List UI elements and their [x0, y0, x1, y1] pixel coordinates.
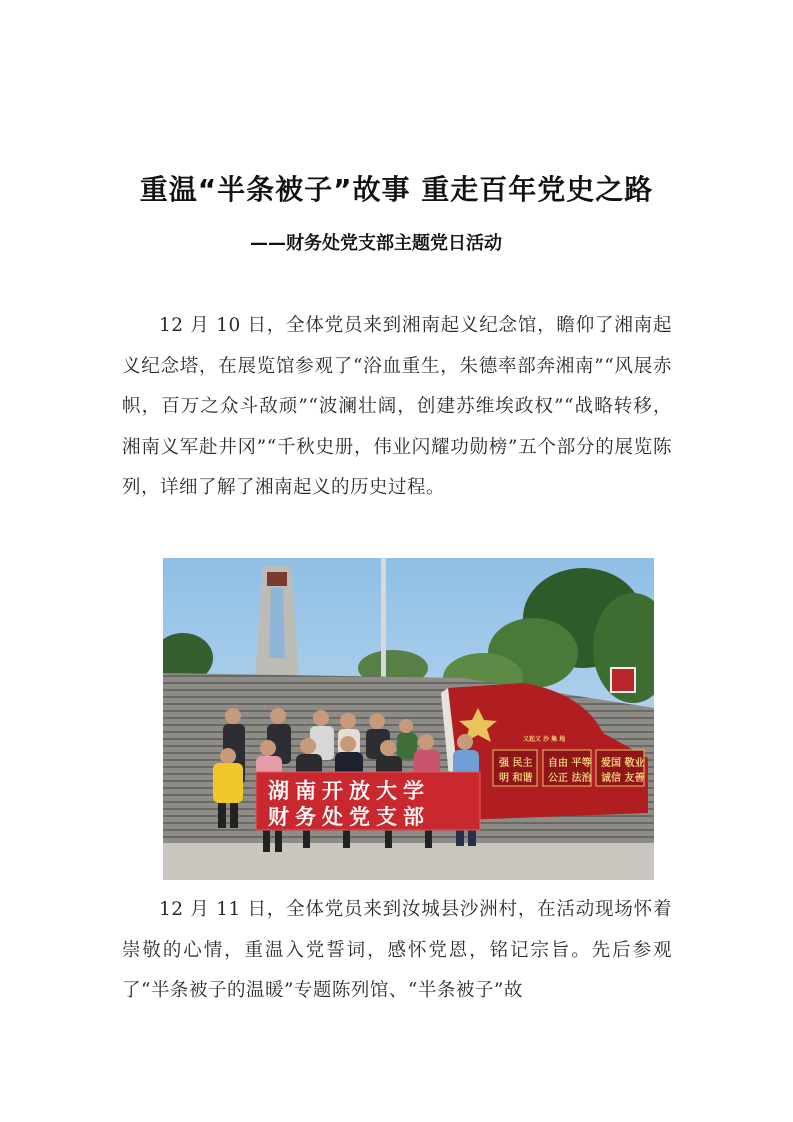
sign-text-1b: 明 和谐: [499, 773, 533, 784]
banner-line-1: 湖南开放大学: [268, 779, 430, 803]
sign-text-2a: 自由 平等: [548, 758, 592, 769]
info-board: [611, 668, 635, 692]
wall-caption: 义起义 沙 集 地: [523, 736, 566, 743]
sign-text-2b: 公正 法治: [548, 773, 592, 784]
document-title: 重温“半条被子”故事 重走百年党史之路: [139, 173, 654, 206]
paragraph-2: 12 月 11 日，全体党员来到汝城县沙洲村，在活动现场怀着崇敬的心情，重温入党誓词，感怀党恩，铭记宗旨。先后参观了“半条被子的温暖”专题陈列馆、“半条被子”故: [122, 899, 672, 1001]
sign-text-1a: 强 民主: [499, 758, 533, 769]
paragraph-1: 12 月 10 日，全体党员来到湘南起义纪念馆，瞻仰了湘南起义纪念塔，在展览馆参观了“浴血重生，朱德率部奔湘南”“风展赤帜，百万之众斗敌顽”“波澜壮阔，创建苏维埃政权”“战略转移，湘南义军赴井冈”“千秋史册，伟业闪耀功勋榜”五个部分的展览陈列，详细了解了湘南起义的历史过程。: [122, 315, 672, 498]
red-banner: [256, 772, 480, 830]
sign-text-3a: 爱国 敬业: [601, 758, 645, 769]
banner-line-2: 财务处党支部: [268, 805, 430, 829]
plaza: [163, 843, 654, 880]
document-subtitle: ——财务处党支部主题党日活动: [250, 233, 502, 254]
group-photo: [163, 558, 654, 880]
sign-text-3b: 诚信 友善: [601, 773, 645, 784]
